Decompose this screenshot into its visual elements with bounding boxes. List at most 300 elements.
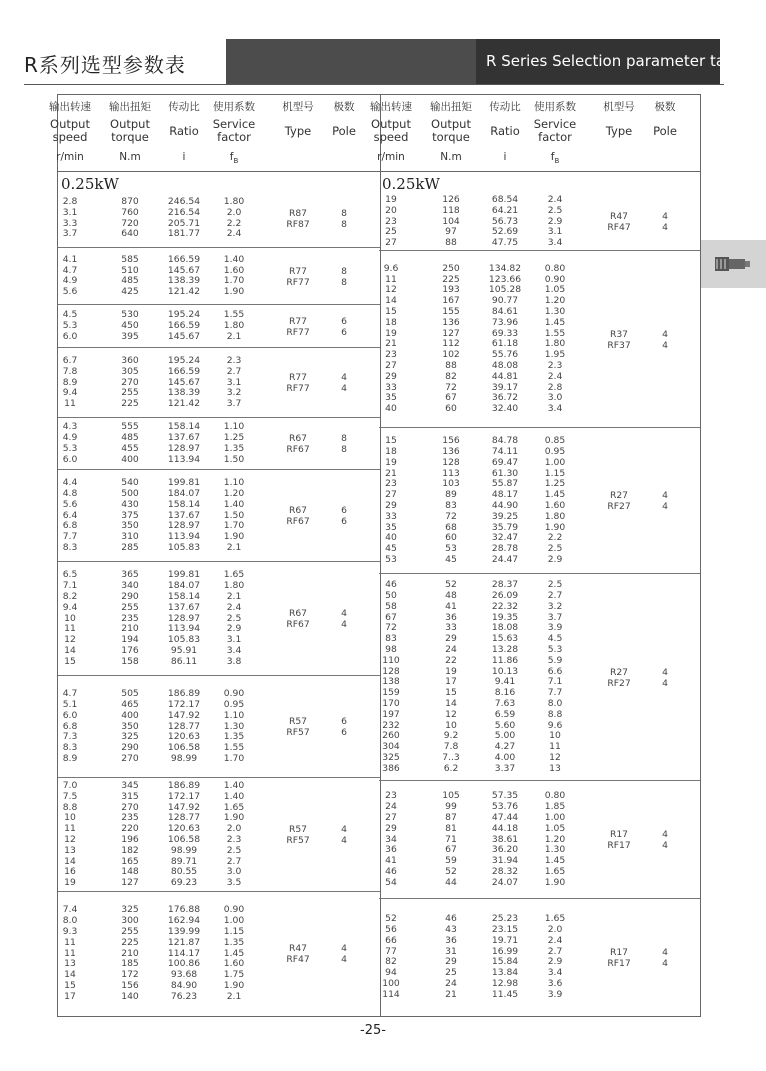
column-header-cn: 极数 [333, 101, 355, 113]
ratio-value: 128.97 [167, 442, 201, 454]
ratio-value: 98.99 [170, 844, 198, 856]
torque-value: 235 [121, 612, 139, 624]
speed-value: 36 [385, 844, 397, 856]
torque-value: 530 [121, 309, 139, 321]
column-sf [534, 580, 576, 774]
ratio-value: 246.54 [167, 196, 201, 207]
motor-type [280, 316, 316, 338]
column-speed [366, 436, 416, 566]
speed-value: 7.5 [62, 790, 78, 802]
speed-value: 12 [64, 634, 76, 646]
column-speed [45, 310, 95, 342]
sf-value: 2.4 [226, 228, 242, 240]
torque-value: 640 [121, 228, 139, 240]
torque-value: 43 [445, 924, 457, 936]
speed-value: 17 [64, 990, 76, 1002]
speed-value: 9.4 [62, 601, 78, 613]
type-value: R17 [609, 829, 629, 840]
column-torque [105, 570, 155, 667]
pole-value: 4 [662, 328, 668, 340]
sf-value: 3.8 [226, 655, 242, 667]
speed-value: 5.1 [62, 698, 78, 710]
speed-value: 98 [385, 644, 397, 656]
motor-type [280, 266, 316, 288]
motor-type [280, 943, 316, 965]
sf-value: 1.25 [544, 478, 566, 490]
ratio-value: 18.08 [491, 622, 519, 634]
motor-type [601, 667, 637, 689]
speed-value: 304 [382, 741, 400, 753]
speed-value: 386 [382, 762, 400, 774]
sf-value: 1.60 [544, 499, 566, 511]
column-ratio [160, 905, 208, 1002]
speed-value: 260 [382, 730, 400, 742]
speed-value: 14 [64, 855, 76, 867]
speed-value: 159 [382, 687, 400, 699]
speed-value: 232 [382, 719, 400, 731]
column-sf [213, 356, 255, 410]
torque-value: 24 [445, 644, 457, 656]
motor-pole [329, 208, 359, 230]
motor-type [280, 824, 316, 846]
speed-value: 14 [64, 644, 76, 656]
column-unit: r/min [377, 151, 405, 163]
column-header-en: Pole [653, 124, 677, 138]
speed-value: 11 [64, 623, 76, 635]
column-sf [213, 689, 255, 765]
column-sf [213, 310, 255, 342]
sf-value: 2.5 [226, 844, 242, 856]
sf-value: 2.5 [226, 612, 242, 624]
speed-value: 27 [385, 489, 397, 501]
ratio-value: 162.94 [167, 915, 201, 927]
speed-value: 6.5 [62, 569, 78, 581]
ratio-value: 12.98 [491, 978, 519, 990]
speed-value: 52 [385, 913, 397, 925]
motor-pole [329, 824, 359, 846]
motor-type [280, 433, 316, 455]
torque-value: 7.8 [443, 741, 459, 753]
pole-value: 4 [662, 222, 668, 233]
sf-value: 3.9 [547, 622, 563, 634]
sf-value: 2.3 [226, 833, 242, 845]
sf-value: 8.0 [547, 698, 563, 710]
ratio-value: 56.73 [491, 215, 519, 227]
pole-value: 4 [662, 339, 668, 351]
ratio-value: 44.18 [491, 822, 519, 834]
pole-value: 8 [341, 276, 347, 288]
motor-type [280, 372, 316, 394]
sf-value: 1.30 [223, 720, 245, 732]
sf-value: 1.00 [223, 915, 245, 927]
ratio-value: 19.35 [491, 611, 519, 623]
sf-value: 3.6 [547, 978, 563, 990]
speed-value: 15 [64, 655, 76, 667]
type-value: RF47 [286, 954, 310, 965]
column-header-en: Output torque [431, 117, 471, 144]
sf-value: 1.45 [544, 316, 566, 328]
speed-value: 34 [385, 833, 397, 845]
column-sf [534, 264, 576, 415]
speed-value: 50 [385, 590, 397, 602]
torque-value: 104 [442, 215, 460, 227]
torque-value: 81 [445, 822, 457, 834]
speed-value: 8.9 [62, 376, 78, 388]
column-header-cn: 机型号 [282, 101, 314, 113]
type-value: RF77 [286, 276, 310, 288]
speed-value: 3.7 [62, 228, 78, 240]
torque-value: 225 [121, 936, 139, 948]
speed-value: 8.3 [62, 742, 78, 754]
torque-value: 220 [121, 823, 139, 835]
pole-value: 6 [341, 505, 347, 516]
torque-value: 48 [445, 590, 457, 602]
column-header-cn: 传动比 [489, 101, 521, 113]
ratio-value: 113.94 [167, 453, 201, 465]
motor-type [601, 490, 637, 512]
ratio-value: 137.67 [167, 601, 201, 613]
torque-value: 7..3 [442, 752, 460, 764]
speed-value: 4.8 [62, 487, 78, 499]
ratio-value: 55.76 [491, 349, 519, 361]
spec-group [379, 251, 700, 428]
ratio-value: 7.63 [494, 698, 516, 710]
motor-pole [650, 829, 680, 851]
ratio-value: 9.41 [494, 676, 516, 688]
torque-value: 176 [121, 644, 139, 656]
sf-value: 1.05 [544, 284, 566, 296]
sf-value: 2.0 [226, 823, 242, 835]
type-value: R57 [288, 716, 308, 727]
ratio-value: 80.55 [170, 866, 198, 878]
ratio-value: 61.30 [491, 467, 519, 479]
ratio-value: 11.86 [491, 654, 519, 666]
type-value: RF27 [607, 501, 631, 512]
column-header-en: Ratio [490, 124, 520, 138]
ratio-value: 36.20 [491, 844, 519, 856]
ratio-value: 5.00 [494, 730, 516, 742]
sf-value: 3.4 [547, 967, 563, 979]
ratio-value: 15.63 [491, 633, 519, 645]
torque-value: 102 [442, 349, 460, 361]
sf-value: 8.8 [547, 708, 563, 720]
column-torque [105, 478, 155, 554]
speed-value: 29 [385, 822, 397, 834]
torque-value: 720 [121, 217, 139, 229]
pole-value: 4 [662, 211, 668, 222]
type-value: RF47 [607, 222, 631, 233]
speed-value: 100 [382, 978, 400, 990]
motor-pole [329, 372, 359, 394]
sf-value: 3.5 [226, 877, 242, 889]
speed-value: 21 [385, 338, 397, 350]
torque-value: 270 [121, 376, 139, 388]
sf-value: 1.50 [223, 453, 245, 465]
column-torque [105, 197, 155, 240]
torque-value: 375 [121, 509, 139, 521]
ratio-value: 28.32 [491, 865, 519, 877]
type-value: R77 [288, 315, 308, 327]
speed-value: 11 [64, 936, 76, 948]
ratio-value: 128.97 [167, 520, 201, 532]
ratio-value: 84.78 [491, 435, 519, 447]
ratio-value: 11.45 [491, 988, 519, 1000]
sf-value: 1.65 [544, 913, 566, 925]
sf-value: 2.5 [547, 579, 563, 591]
ratio-value: 205.71 [167, 217, 201, 229]
column-sf [213, 781, 255, 889]
sf-value: 2.7 [547, 590, 563, 602]
speed-value: 27 [385, 360, 397, 372]
pole-value: 6 [341, 716, 347, 727]
speed-value: 6.8 [62, 720, 78, 732]
ratio-value: 147.92 [167, 801, 201, 813]
ratio-value: 93.68 [170, 969, 198, 981]
torque-value: 105 [442, 790, 460, 802]
speed-value: 24 [385, 801, 397, 813]
speed-value: 83 [385, 633, 397, 645]
sf-value: 7.1 [547, 676, 563, 688]
column-unit: $f_B$ [550, 151, 560, 166]
type-value: R77 [288, 265, 308, 277]
sf-value: 2.3 [547, 360, 563, 372]
column-speed [45, 356, 95, 410]
sf-value: 1.70 [223, 520, 245, 532]
speed-value: 110 [382, 654, 400, 666]
column-speed [45, 781, 95, 889]
torque-value: 235 [121, 812, 139, 824]
ratio-value: 181.77 [167, 228, 201, 240]
column-header-en: Output torque [110, 117, 150, 144]
torque-value: 255 [121, 387, 139, 399]
ratio-value: 172.17 [167, 698, 201, 710]
column-torque [426, 914, 476, 1000]
column-torque [105, 255, 155, 298]
torque-value: 285 [121, 541, 139, 553]
column-torque [426, 791, 476, 888]
speed-value: 20 [385, 204, 397, 216]
ratio-value: 4.27 [494, 741, 516, 753]
pole-value: 4 [341, 383, 347, 394]
speed-value: 6.7 [62, 355, 78, 366]
column-torque [105, 356, 155, 410]
torque-value: 185 [121, 958, 139, 970]
torque-value: 45 [445, 553, 457, 565]
motor-pole [650, 947, 680, 969]
torque-value: 59 [445, 855, 457, 867]
speed-value: 33 [385, 381, 397, 393]
torque-value: 193 [442, 284, 460, 296]
torque-value: 68 [445, 521, 457, 533]
sf-value: 1.90 [544, 876, 566, 888]
sf-value: 2.1 [226, 541, 242, 553]
pole-value: 4 [662, 677, 668, 689]
motor-type [280, 608, 316, 630]
sf-value: 3.4 [226, 644, 242, 656]
ratio-value: 145.67 [167, 264, 201, 276]
torque-value: 118 [442, 204, 460, 216]
torque-value: 465 [121, 698, 139, 710]
ratio-value: 26.09 [491, 590, 519, 602]
column-header-en: Type [284, 124, 312, 138]
sf-value: 1.90 [223, 979, 245, 991]
ratio-value: 44.81 [491, 370, 519, 382]
speed-value: 35 [385, 521, 397, 533]
sf-value: 1.75 [223, 969, 245, 981]
gear-motor-tab[interactable] [700, 240, 766, 288]
motor-pole [329, 608, 359, 630]
torque-value: 210 [121, 623, 139, 635]
motor-type [601, 829, 637, 851]
type-value: RF27 [607, 677, 631, 689]
column-ratio [481, 914, 529, 1000]
ratio-value: 28.78 [491, 543, 519, 555]
speed-value: 56 [385, 924, 397, 936]
speed-value: 35 [385, 392, 397, 404]
pole-value: 6 [341, 326, 347, 338]
torque-value: 136 [442, 445, 460, 457]
sf-value: 5.3 [547, 644, 563, 656]
sf-value: 2.4 [547, 934, 563, 946]
ratio-value: 139.99 [167, 925, 201, 937]
ratio-value: 105.28 [488, 284, 522, 296]
column-ratio [160, 478, 208, 554]
column-sf [213, 905, 255, 1002]
speed-value: 7.7 [62, 531, 78, 543]
ratio-value: 121.87 [167, 936, 201, 948]
speed-value: 170 [382, 698, 400, 710]
ratio-value: 105.83 [167, 634, 201, 646]
column-torque [105, 689, 155, 765]
sf-value: 1.15 [223, 925, 245, 937]
speed-value: 8.2 [62, 590, 78, 602]
torque-value: 72 [445, 381, 457, 393]
ratio-value: 121.42 [167, 398, 201, 410]
torque-value: 89 [445, 489, 457, 501]
ratio-value: 69.33 [491, 327, 519, 339]
speed-value: 8.8 [62, 801, 78, 813]
ratio-value: 113.94 [167, 623, 201, 635]
sf-value: 1.65 [223, 801, 245, 813]
torque-value: 148 [121, 866, 139, 878]
torque-value: 71 [445, 833, 457, 845]
type-value: RF77 [286, 326, 310, 338]
column-header-cn: 输出转速 [49, 101, 91, 113]
ratio-value: 74.11 [491, 445, 519, 457]
speed-value: 14 [385, 295, 397, 307]
torque-value: 83 [445, 499, 457, 511]
speed-value: 3.3 [62, 217, 78, 229]
ratio-value: 120.63 [167, 823, 201, 835]
torque-value: 255 [121, 601, 139, 613]
sf-value: 1.95 [544, 349, 566, 361]
speed-value: 18 [385, 316, 397, 328]
ratio-value: 147.92 [167, 709, 201, 721]
ratio-value: 8.16 [494, 687, 516, 699]
column-ratio [160, 197, 208, 240]
ratio-value: 5.60 [494, 719, 516, 731]
type-value: R87 [288, 207, 308, 219]
type-value: R47 [288, 943, 308, 954]
speed-value: 10 [64, 612, 76, 624]
ratio-value: 6.59 [494, 708, 516, 720]
torque-value: 350 [121, 720, 139, 732]
pole-value: 4 [662, 666, 668, 678]
speed-value: 128 [382, 665, 400, 677]
speed-value: 7.8 [62, 365, 78, 377]
torque-value: 505 [121, 688, 139, 700]
torque-value: 172 [121, 969, 139, 981]
speed-value: 7.4 [62, 904, 78, 916]
speed-value: 11 [64, 947, 76, 959]
torque-value: 315 [121, 790, 139, 802]
speed-value: 19 [385, 456, 397, 468]
ratio-value: 138.39 [167, 387, 201, 399]
speed-value: 197 [382, 708, 400, 720]
speed-value: 25 [385, 226, 397, 238]
pole-value: 4 [341, 943, 347, 954]
ratio-value: 158.14 [167, 590, 201, 602]
sf-value: 3.7 [226, 398, 242, 410]
column-unit: N.m [119, 151, 141, 163]
column-speed [366, 264, 416, 415]
torque-value: 345 [121, 780, 139, 791]
ratio-value: 166.59 [167, 253, 201, 265]
speed-value: 5.6 [62, 286, 78, 298]
speed-value: 7.1 [62, 580, 78, 592]
page-number: -25- [360, 1023, 386, 1038]
type-value: RF67 [286, 444, 310, 455]
type-value: RF77 [286, 383, 310, 394]
ratio-value: 16.99 [491, 945, 519, 957]
ratio-value: 76.23 [170, 990, 198, 1002]
column-torque [426, 264, 476, 415]
type-value: R67 [288, 608, 308, 619]
speed-value: 58 [385, 600, 397, 612]
ratio-value: 128.77 [167, 720, 201, 732]
ratio-value: 134.82 [488, 262, 522, 274]
sf-value: 2.0 [226, 206, 242, 218]
speed-value: 5.3 [62, 442, 78, 454]
ratio-value: 47.75 [491, 237, 519, 249]
motor-type [280, 208, 316, 230]
spec-group [58, 193, 380, 248]
sf-value: 0.90 [223, 904, 245, 916]
column-ratio [160, 255, 208, 298]
spec-group [58, 348, 380, 418]
torque-value: 72 [445, 510, 457, 522]
sf-value: 1.90 [223, 812, 245, 824]
column-header-en: Type [605, 124, 633, 138]
torque-value: 113 [442, 467, 460, 479]
speed-value: 4.3 [62, 421, 78, 433]
sf-value: 1.00 [544, 811, 566, 823]
ratio-value: 68.54 [491, 194, 519, 205]
ratio-value: 114.17 [167, 947, 201, 959]
speed-value: 6.0 [62, 709, 78, 721]
column-torque [105, 422, 155, 465]
speed-value: 19 [385, 194, 397, 205]
speed-value: 12 [385, 284, 397, 296]
ratio-value: 47.44 [491, 811, 519, 823]
type-value: RF57 [286, 727, 310, 738]
spec-group [379, 781, 700, 899]
column-header-cn: 输出扭矩 [430, 101, 472, 113]
torque-value: 500 [121, 487, 139, 499]
ratio-value: 84.61 [491, 306, 519, 318]
speed-value: 8.9 [62, 752, 78, 764]
sf-value: 1.20 [544, 295, 566, 307]
